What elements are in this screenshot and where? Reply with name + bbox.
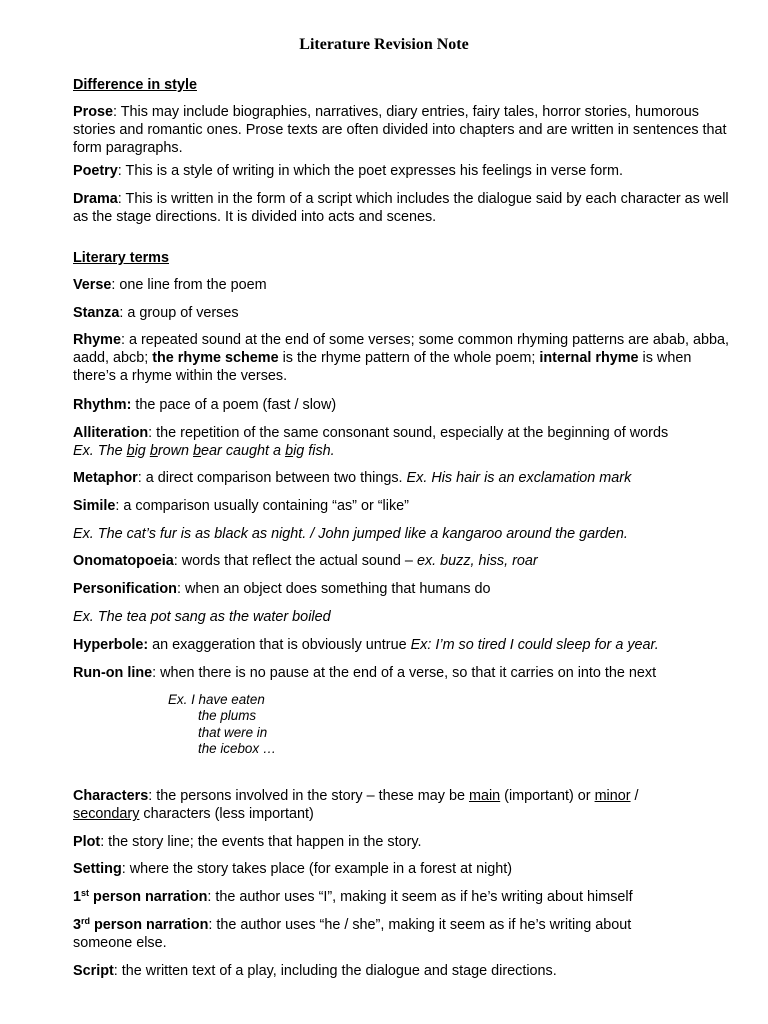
def-rhythm: the pace of a poem (fast / slow) bbox=[131, 397, 337, 413]
section-heading-style: Difference in style bbox=[73, 77, 197, 93]
entry-hyperbole bbox=[73, 636, 753, 654]
def-characters-4: characters (less important) bbox=[139, 806, 314, 823]
def-onomatopoeia: : words that reflect the actual sound – bbox=[173, 553, 417, 569]
term-third-person: 3rd person narration bbox=[73, 916, 209, 933]
term-first-person: 1st person narration bbox=[73, 888, 208, 905]
def-poetry: : This is a style of writing in which the poet expresses his feelings in verse form. bbox=[117, 163, 624, 179]
page-title: Literature Revision Note bbox=[299, 36, 469, 53]
def-stanza: : a group of verses bbox=[119, 305, 239, 321]
entry-verse bbox=[73, 276, 733, 294]
term-alliteration: Alliteration bbox=[73, 425, 149, 441]
def-characters-3: / bbox=[630, 788, 639, 804]
def-first-person: : the author uses “I”, making it seem as if he’s writing about himself bbox=[207, 889, 633, 905]
term-poetry: Poetry bbox=[73, 163, 118, 179]
entry-plot bbox=[73, 833, 733, 851]
def-drama: : This is written in the form of a script which includes the dialogue said by each character as well as the stage directions. It is divided into acts and scenes. bbox=[73, 191, 729, 226]
term-setting: Setting bbox=[73, 861, 122, 877]
term-rhythm: Rhythm: bbox=[73, 397, 132, 413]
example-hyperbole: Ex: I’m so tired I could sleep for a year. bbox=[410, 637, 659, 653]
def-rhyme-2: is the rhyme pattern of the whole poem; bbox=[278, 350, 540, 367]
entry-metaphor bbox=[73, 469, 733, 487]
term-internal-rhyme: internal rhyme bbox=[539, 350, 639, 367]
term-prose: Prose bbox=[73, 104, 113, 120]
entry-poetry bbox=[73, 162, 733, 180]
def-setting: : where the story takes place (for example in a forest at night) bbox=[121, 861, 513, 877]
def-plot: : the story line; the events that happen in the story. bbox=[100, 834, 422, 850]
entry-runon bbox=[73, 664, 733, 682]
entry-prose bbox=[73, 103, 733, 158]
entry-stanza bbox=[73, 304, 733, 322]
term-plot: Plot bbox=[73, 834, 101, 850]
entry-characters bbox=[73, 787, 703, 823]
entry-first-person bbox=[73, 888, 733, 906]
entry-rhythm bbox=[73, 396, 733, 414]
term-verse: Verse bbox=[73, 277, 112, 293]
def-rhyme-1: : a repeated sound at the end of some verses; some common rhyming patterns are abab, abba, aadd, abcb; bbox=[73, 332, 729, 367]
def-hyperbole: an exaggeration that is obviously untrue bbox=[148, 637, 411, 653]
term-rhyme-scheme: the rhyme scheme bbox=[152, 350, 279, 367]
def-rhyme-3: is when there’s a rhyme within the verses. bbox=[73, 350, 692, 385]
entry-onomatopoeia bbox=[73, 552, 733, 570]
example-personification-line bbox=[73, 608, 733, 626]
term-rhyme: Rhyme bbox=[73, 332, 121, 348]
poem-line: the plums bbox=[198, 708, 257, 724]
poem-line: the icebox … bbox=[198, 740, 277, 756]
def-runon: : when there is no pause at the end of a verse, so that it carries on into the next bbox=[152, 665, 657, 681]
example-metaphor: Ex. His hair is an exclamation mark bbox=[406, 470, 632, 486]
term-hyperbole: Hyperbole: bbox=[73, 637, 149, 653]
example-onomatopoeia: ex. buzz, hiss, roar bbox=[416, 553, 538, 569]
example-personification: Ex. The tea pot sang as the water boiled bbox=[73, 609, 331, 625]
def-characters-2: (important) or bbox=[500, 788, 595, 804]
example-simile-line bbox=[73, 525, 733, 543]
section-heading-terms: Literary terms bbox=[73, 250, 169, 266]
term-simile: Simile bbox=[73, 498, 116, 514]
poem-line: Ex. I have eaten bbox=[168, 692, 265, 707]
entry-simile bbox=[73, 497, 733, 515]
term-runon: Run-on line bbox=[73, 665, 153, 681]
def-script: : the written text of a play, including the dialogue and stage directions. bbox=[113, 963, 557, 979]
term-onomatopoeia: Onomatopoeia bbox=[73, 553, 174, 569]
word-main: main bbox=[468, 788, 501, 804]
def-third-person: : the author uses “he / she”, making it seem as if he’s writing about someone else. bbox=[73, 917, 632, 952]
term-script: Script bbox=[73, 963, 114, 979]
entry-rhyme bbox=[73, 331, 733, 386]
poem-line: that were in bbox=[198, 724, 268, 740]
def-simile: : a comparison usually containing “as” or “like” bbox=[115, 498, 409, 514]
entry-setting bbox=[73, 860, 733, 878]
def-prose: : This may include biographies, narratives, diary entries, fairy tales, horror stories, humorous stories and romantic ones. Prose texts are often divided into chapters and are written in sentences that form paragraphs. bbox=[73, 104, 727, 157]
term-personification: Personification bbox=[73, 581, 177, 597]
example-simile: Ex. The cat’s fur is as black as night. / John jumped like a kangaroo around the garden. bbox=[73, 526, 628, 542]
term-metaphor: Metaphor bbox=[73, 470, 138, 486]
def-alliteration: : the repetition of the same consonant sound, especially at the beginning of words bbox=[148, 425, 669, 441]
def-verse: : one line from the poem bbox=[111, 277, 267, 293]
entry-third-person bbox=[73, 916, 693, 952]
term-characters: Characters bbox=[73, 788, 149, 804]
def-personification: : when an object does something that humans do bbox=[176, 581, 491, 597]
example-runon-poem bbox=[168, 692, 276, 757]
def-characters-1: : the persons involved in the story – these may be bbox=[148, 788, 469, 804]
entry-personification bbox=[73, 580, 733, 598]
entry-drama bbox=[73, 190, 733, 226]
word-secondary: secondary bbox=[73, 806, 140, 823]
term-drama: Drama bbox=[73, 191, 118, 207]
entry-script bbox=[73, 962, 733, 980]
example-alliteration: Ex. The big brown bear caught a big fish. bbox=[73, 443, 335, 460]
term-stanza: Stanza bbox=[73, 305, 120, 321]
entry-alliteration bbox=[73, 424, 753, 460]
word-minor: minor bbox=[594, 788, 631, 804]
def-metaphor: : a direct comparison between two things. bbox=[137, 470, 407, 486]
